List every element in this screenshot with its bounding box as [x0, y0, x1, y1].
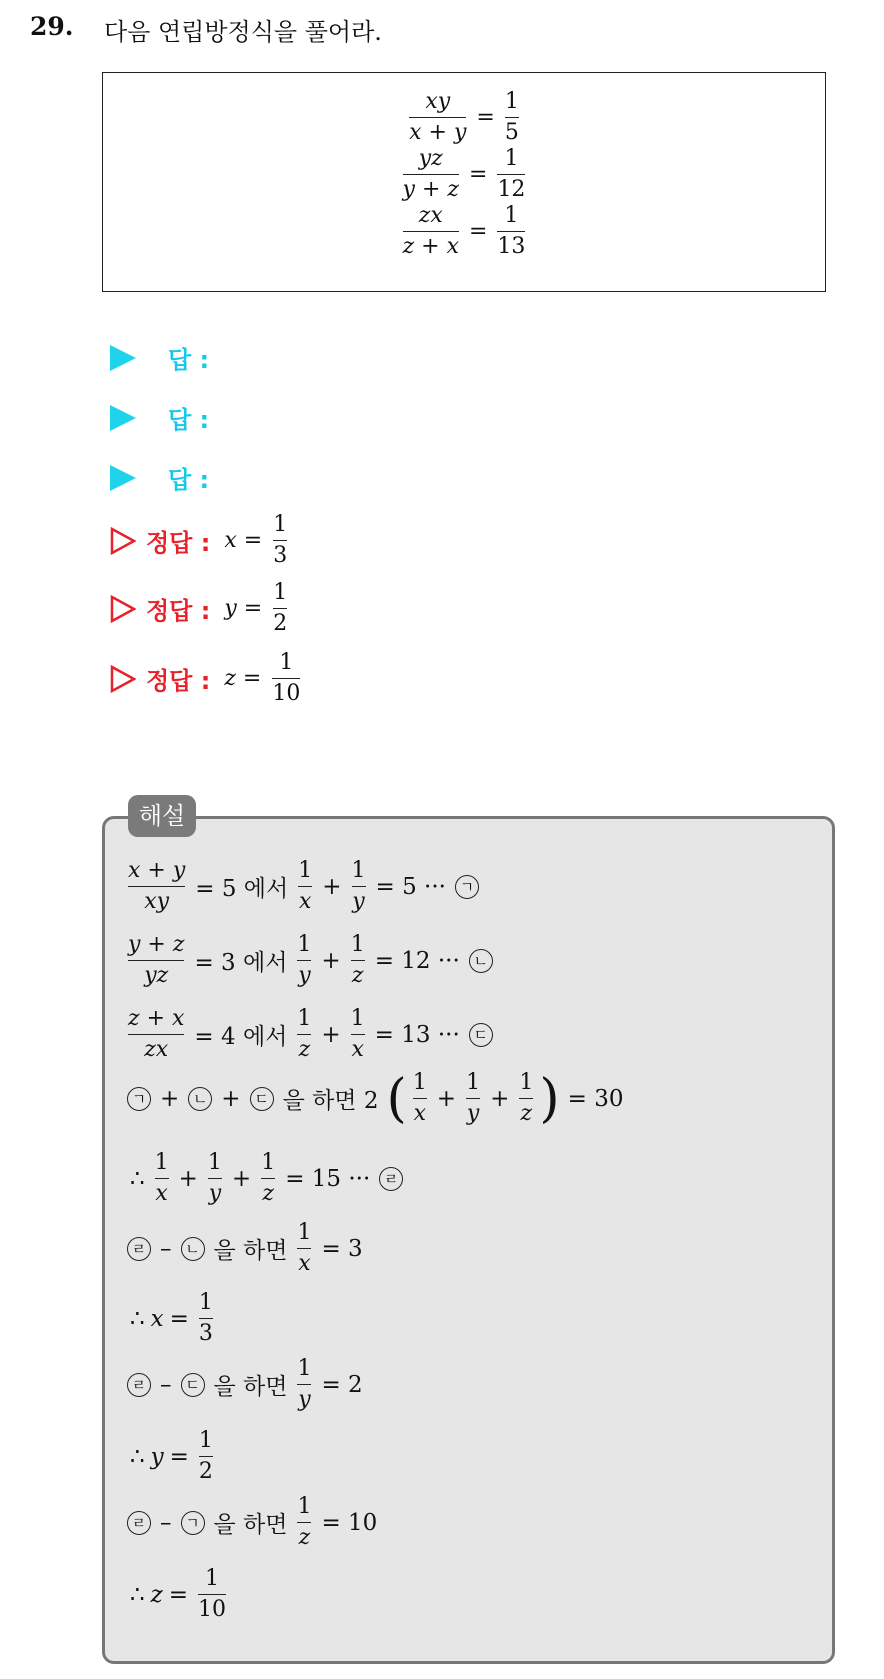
solution-line-2: y + z yz = 3 에서 1 y + 1 z = 12 ··· ㄴ: [124, 932, 496, 989]
solution-step-6: ∴ z = 1 10: [130, 1566, 227, 1622]
solution-step-3: ㄹ – ㄷ 을 하면 1 y = 2: [124, 1356, 369, 1413]
equation-2: $\frac{yz}{y + z}$ = $\frac{1}{12}$: [402, 146, 526, 202]
correct-answer-z: 정답 : z = 1 10: [110, 650, 304, 707]
answer-slot-3[interactable]: 답 :: [110, 460, 209, 495]
outline-triangle-icon: [110, 595, 136, 623]
correct-answer-x: 정답 : x = 1 3: [110, 512, 291, 569]
circled-mark: ㄱ: [455, 875, 479, 899]
question-text: 다음 연립방정식을 풀어라.: [104, 18, 382, 46]
equation-1: $\frac{xy}{x + y}$ = $\frac{1}{5}$: [409, 89, 519, 145]
solution-line-1: x + y xy = 5 에서 1 x + 1 y = 5 ··· ㄱ: [124, 858, 482, 915]
solution-therefore-sum: ∴ 1 x + 1 y + 1 z = 15 ··· ㄹ: [124, 1150, 406, 1207]
solution-step-5: ㄹ – ㄱ 을 하면 1 z = 10: [124, 1494, 383, 1551]
solution-title: 해설: [128, 795, 196, 837]
answer-slot-1[interactable]: 답 :: [110, 340, 209, 375]
equation-box: [102, 72, 826, 292]
outline-triangle-icon: [110, 665, 136, 693]
circled-mark: ㄴ: [469, 949, 493, 973]
solution-step-1: ㄹ – ㄴ 을 하면 1 x = 3: [124, 1220, 369, 1277]
play-arrow-icon: [110, 345, 136, 371]
outline-triangle-icon: [110, 527, 136, 555]
solution-line-3: z + x zx = 4 에서 1 z + 1 x = 13 ··· ㄷ: [124, 1006, 496, 1063]
question-number: 29.: [30, 12, 74, 41]
circled-mark: ㄷ: [469, 1023, 493, 1047]
solution-sum-line: ㄱ + ㄴ + ㄷ 을 하면 2 ( 1 x + 1 y + 1 z ) = 30: [124, 1070, 630, 1127]
play-arrow-icon: [110, 405, 136, 431]
play-arrow-icon: [110, 465, 136, 491]
solution-step-4: ∴ y = 1 2: [130, 1428, 213, 1484]
correct-answer-y: 정답 : y = 1 2: [110, 580, 291, 637]
answer-slot-2[interactable]: 답 :: [110, 400, 209, 435]
solution-step-2: ∴ x = 1 3: [130, 1290, 213, 1346]
equation-3: $\frac{zx}{z + x}$ = $\frac{1}{13}$: [402, 203, 526, 259]
